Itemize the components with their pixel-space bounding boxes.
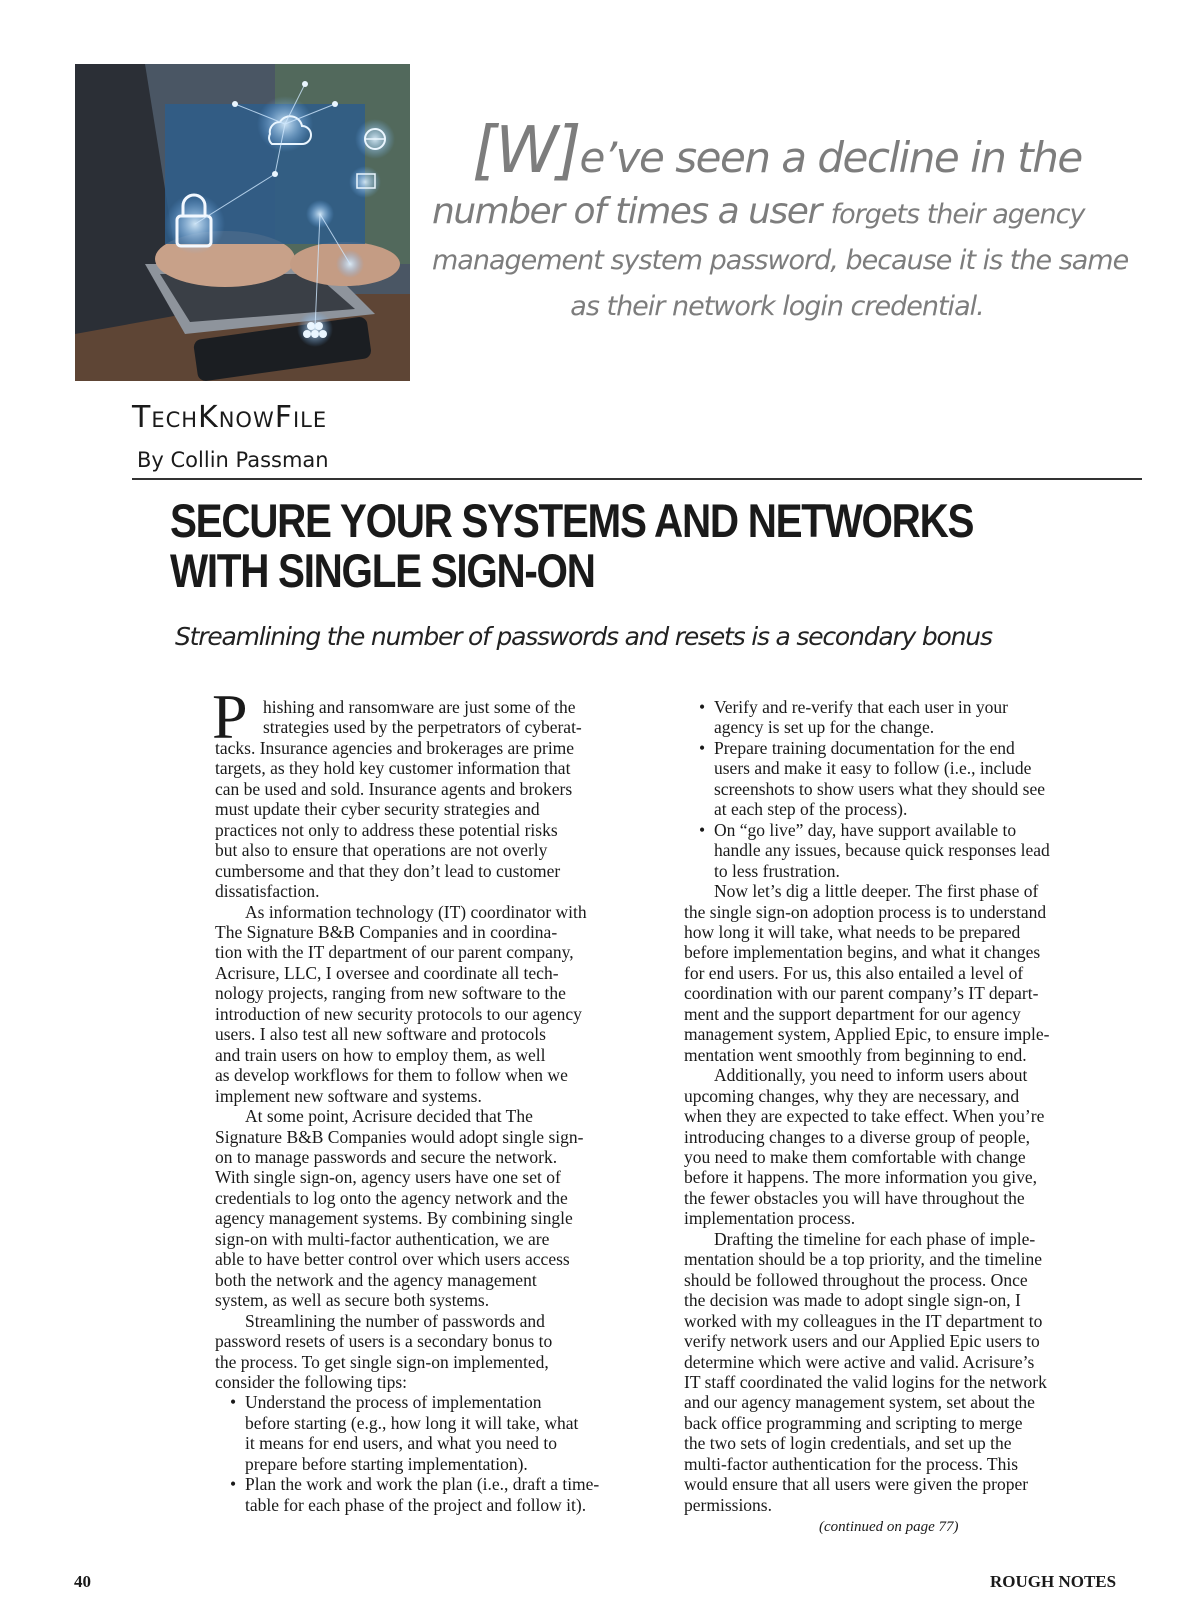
text-line: would ensure that all users were given the proper [684, 1474, 1029, 1495]
text-line: dissatisfaction. [215, 881, 320, 902]
text-line: At some point, Acrisure decided that The [245, 1106, 533, 1127]
text-line: should be followed throughout the process. Once [684, 1269, 1028, 1290]
header-rule [132, 478, 1142, 480]
hero-photo [75, 64, 410, 381]
text-line: worked with my colleagues in the IT department to [684, 1310, 1043, 1331]
text-line: cumbersome and that they don’t lead to customer [215, 860, 561, 881]
text-line: prepare before starting implementation). [245, 1453, 528, 1474]
text-line: can be used and sold. Insurance agents and brokers [215, 778, 573, 799]
text-line: must update their cyber security strategies and [215, 799, 540, 820]
text-line: tacks. Insurance agencies and brokerages are prime [215, 737, 575, 758]
column-name: TechKnowFile [132, 400, 328, 435]
text-line: introduction of new security protocols to our agency [215, 1003, 582, 1024]
text-line: before it happens. The more information you give, [684, 1167, 1037, 1188]
text-line: ment and the support department for our agency [684, 1003, 1021, 1024]
text-line: agency is set up for the change. [714, 717, 935, 738]
text-line: management system, Applied Epic, to ensure imple- [684, 1024, 1050, 1045]
text-line: and our agency management system, set about the [684, 1392, 1035, 1413]
text-line: The Signature B&B Companies and in coordina- [215, 921, 558, 942]
text-line: for end users. For us, this also entailed a level of [684, 962, 1024, 983]
text-line: screenshots to show users what they should see [714, 778, 1045, 799]
pull-quote-line-1: [W]e’ve seen a decline in the [472, 114, 1082, 188]
text-line: practices not only to address these potential risks [215, 819, 558, 840]
pull-quote [432, 114, 1129, 330]
text-line: upcoming changes, why they are necessary, and [684, 1085, 1020, 1106]
bullet-dot-icon: • [699, 737, 706, 758]
left-column [212, 681, 665, 1515]
text-line: users and make it easy to follow (i.e., include [714, 758, 1032, 779]
text-line: implementation process. [684, 1208, 856, 1229]
bullet-dot-icon: • [230, 1392, 237, 1413]
text-line: Acrisure, LLC, I oversee and coordinate all tech- [215, 962, 559, 983]
byline: By Collin Passman [137, 448, 329, 472]
text-line: but also to ensure that operations are not overly [215, 840, 548, 861]
text-line: As information technology (IT) coordinator with [245, 901, 587, 922]
text-line: Signature B&B Companies would adopt single sign- [215, 1126, 584, 1147]
continued-note: (continued on page 77) [819, 1519, 959, 1536]
text-line: nology projects, ranging from new software to the [215, 983, 566, 1004]
text-line: targets, as they hold key customer information that [215, 758, 571, 779]
text-line: system, as well as secure both systems. [215, 1290, 490, 1311]
text-line: mentation should be a top priority, and the timeline [684, 1249, 1043, 1270]
text-line: implement new software and systems. [215, 1085, 482, 1106]
text-line: Drafting the timeline for each phase of imple- [714, 1228, 1036, 1249]
headline-line-2: WITH SINGLE SIGN-ON [170, 544, 595, 597]
text-line: on to manage passwords and secure the network. [215, 1146, 558, 1167]
text-line: both the network and the agency management [215, 1269, 537, 1290]
text-line: how long it will take, what needs to be prepared [684, 921, 1021, 942]
text-line: coordination with our parent company’s IT depart- [684, 983, 1039, 1004]
text-line: before starting (e.g., how long it will take, what [245, 1412, 579, 1433]
text-line: the two sets of login credentials, and set up the [684, 1433, 1012, 1454]
headline [170, 494, 974, 597]
text-line: Streamlining the number of passwords and [245, 1310, 545, 1331]
text-line: to less frustration. [714, 860, 840, 881]
text-line: permissions. [684, 1494, 772, 1515]
text-line: introducing changes to a diverse group of people, [684, 1126, 1031, 1147]
text-line: consider the following tips: [215, 1371, 407, 1392]
page-number: 40 [74, 1572, 91, 1591]
text-line: the fewer obstacles you will have throughout the [684, 1187, 1025, 1208]
bullet-item: • Verify and re-verify that each user in your [699, 697, 1008, 717]
headline-line-1: SECURE YOUR SYSTEMS AND NETWORKS [170, 494, 974, 547]
text-line: verify network users and our Applied Epic users to [684, 1331, 1040, 1352]
text-line: table for each phase of the project and follow it). [245, 1494, 587, 1515]
text-line: you need to make them comfortable with change [684, 1146, 1026, 1167]
text-line: Now let’s dig a little deeper. The first phase of [714, 881, 1039, 902]
bullet-dot-icon: • [699, 819, 706, 840]
pull-quote-line-4: as their network login credential. [570, 291, 984, 322]
text-line: strategies used by the perpetrators of cyberat- [263, 717, 582, 738]
text-line: password resets of users is a secondary bonus to [215, 1331, 553, 1352]
text-line: back office programming and scripting to merge [684, 1412, 1023, 1433]
bullet-item: • Prepare training documentation for the end [699, 737, 1015, 758]
text-line: credentials to log onto the agency network and the [215, 1187, 568, 1208]
text-line: agency management systems. By combining single [215, 1208, 573, 1229]
bullet-dot-icon: • [699, 697, 706, 717]
bullet-item: • Understand the process of implementation [230, 1392, 542, 1413]
text-line: before implementation begins, and what it changes [684, 942, 1041, 963]
text-line: Additionally, you need to inform users about [714, 1065, 1028, 1086]
text-line: users. I also test all new software and protocols [215, 1024, 546, 1045]
text-line: as develop workflows for them to follow when we [215, 1065, 568, 1086]
text-line: when they are expected to take effect. When you’re [684, 1106, 1045, 1127]
text-line: tion with the IT department of our parent company, [215, 942, 574, 963]
bullet-item: • On “go live” day, have support available to [699, 819, 1017, 840]
text-line: With single sign-on, agency users have one set of [215, 1167, 561, 1188]
pull-quote-line-2: number of times a user forgets their agency [432, 191, 1085, 232]
text-line: IT staff coordinated the valid logins for the network [684, 1371, 1047, 1392]
text-line: able to have better control over which users access [215, 1249, 570, 1270]
text-line: and train users on how to employ them, as well [215, 1044, 546, 1065]
bullet-item: • Plan the work and work the plan (i.e., draft a time- [230, 1474, 600, 1495]
text-line: it means for end users, and what you need to [245, 1433, 558, 1454]
pull-quote-line-3: management system password, because it is the same [432, 245, 1129, 276]
publication-name: ROUGH NOTES [990, 1572, 1117, 1591]
text-line: the decision was made to adopt single sign-on, I [684, 1290, 1021, 1311]
text-line: mentation went smoothly from beginning to end. [684, 1044, 1027, 1065]
text-line: the process. To get single sign-on implemented, [215, 1351, 549, 1372]
text-line: sign-on with multi-factor authentication, we are [215, 1228, 550, 1249]
text-line: multi-factor authentication for the process. This [684, 1453, 1019, 1474]
bullet-dot-icon: • [230, 1474, 237, 1495]
text-line: handle any issues, because quick responses lead [714, 840, 1050, 861]
deck: Streamlining the number of passwords and resets is a secondary bonus [175, 622, 992, 651]
text-line: the single sign-on adoption process is to understand [684, 901, 1047, 922]
text-line: hishing and ransomware are just some of the [263, 697, 576, 717]
text-line: determine which were active and valid. Acrisure’s [684, 1351, 1035, 1372]
dropcap: P [212, 681, 248, 752]
text-line: at each step of the process). [714, 799, 908, 820]
right-column [684, 697, 1134, 1538]
